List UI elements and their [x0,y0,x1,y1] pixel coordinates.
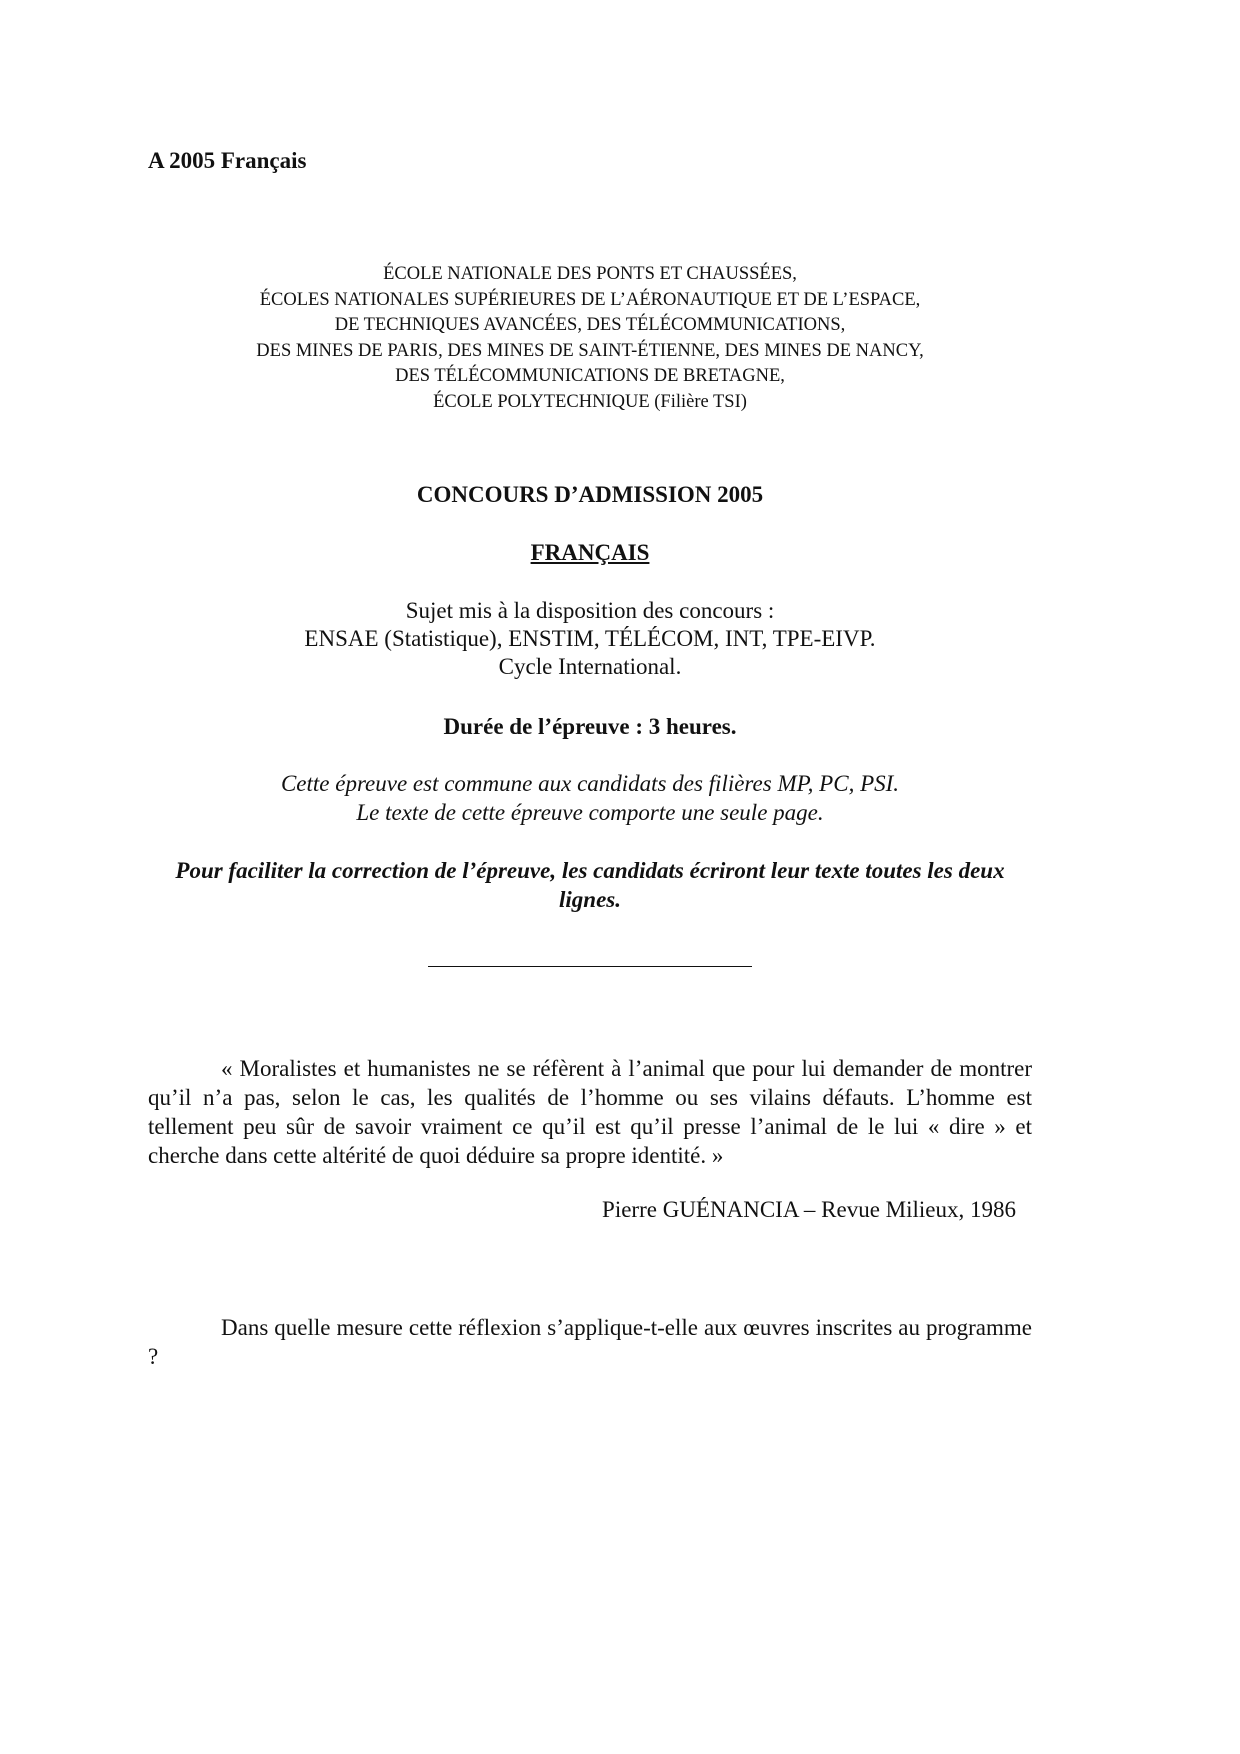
exam-code-header: A 2005 Français [148,148,307,173]
note-line: Le texte de cette épreuve comporte une seule page. [356,800,824,825]
school-line: DES MINES DE PARIS, DES MINES DE SAINT-ÉTIENNE, DES MINES DE NANCY, [256,340,924,361]
quote-paragraph: « Moralistes et humanistes ne se réfèrent à l’animal que pour lui demander de montrer qu’il n’a pas, selon le cas, les qualités de l’homme ou ses vilains défauts. L’homme est tellement peu sûr de savoir vraiment ce qu’il est qu’il presse l’animal de le lui « dire » et cherche dans cette altérité de quoi déduire sa propre identité. » [148,1056,1032,1168]
writing-instruction: Pour faciliter la correction de l’épreuve, les candidats écriront leur texte toutes les deux lignes. [175,858,1005,912]
exam-duration: Durée de l’épreuve : 3 heures. [443,714,737,739]
note-line: Cette épreuve est commune aux candidats des filières MP, PC, PSI. [280,771,900,796]
school-line: ÉCOLES NATIONALES SUPÉRIEURES DE L’AÉRONAUTIQUE ET DE L’ESPACE, [259,289,921,310]
exam-title: CONCOURS D’ADMISSION 2005 [416,482,764,507]
schools-list [0,262,1180,416]
separator-line [428,966,752,967]
school-line: DE TECHNIQUES AVANCÉES, DES TÉLÉCOMMUNICATIONS, [334,315,846,336]
quote-attribution: Pierre GUÉNANCIA – Revue Milieux, 1986 [602,1197,1016,1222]
exam-notes [0,769,1180,827]
school-line: ÉCOLE NATIONALE DES PONTS ET CHAUSSÉES, [383,264,797,284]
availability-line: ENSAE (Statistique), ENSTIM, TÉLÉCOM, INT, TPE-EIVP. [304,626,876,651]
school-line: ÉCOLE POLYTECHNIQUE (Filière TSI) [433,391,747,412]
essay-question: Dans quelle mesure cette réflexion s’applique-t-elle aux œuvres inscrites au programme ? [148,1315,1032,1369]
availability-line: Sujet mis à la disposition des concours : [405,598,775,623]
availability-line: Cycle International. [498,654,682,679]
exam-subject: FRANÇAIS [530,540,650,565]
school-line: DES TÉLÉCOMMUNICATIONS DE BRETAGNE, [395,366,785,387]
availability-block [0,597,1180,681]
